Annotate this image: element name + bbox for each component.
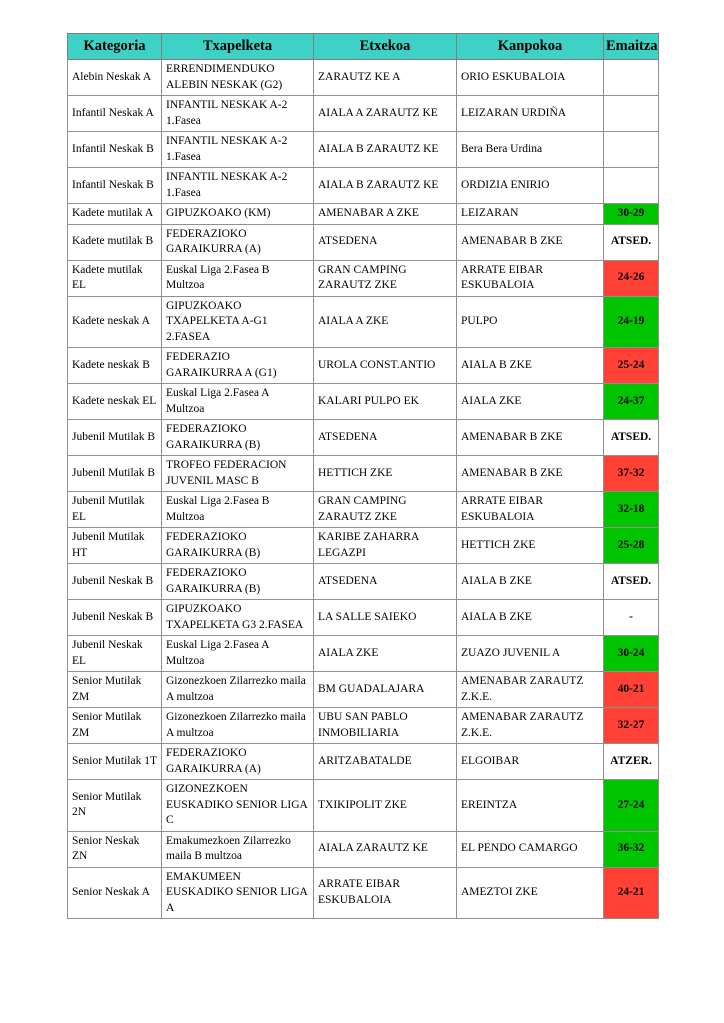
- table-row: [68, 296, 659, 348]
- table-row: [68, 224, 659, 260]
- kanpokoa-cell: EL PENDO CAMARGO: [457, 831, 604, 867]
- etxekoa-cell: ATSEDENA: [314, 224, 457, 260]
- etxekoa-cell: AIALA A ZKE: [314, 296, 457, 348]
- etxekoa-cell: UROLA CONST.ANTIO: [314, 348, 457, 384]
- emaitza-cell: [604, 96, 659, 132]
- kategoria-cell: Kadete neskak B: [68, 348, 162, 384]
- results-table-header: [68, 34, 659, 60]
- emaitza-cell: 40-21: [604, 672, 659, 708]
- column-header-kanpokoa: Kanpokoa: [457, 34, 604, 60]
- emaitza-cell: 32-18: [604, 492, 659, 528]
- emaitza-cell: 24-21: [604, 867, 659, 919]
- table-row: [68, 260, 659, 296]
- table-row: [68, 867, 659, 919]
- etxekoa-cell: AIALA B ZARAUTZ KE: [314, 168, 457, 204]
- etxekoa-cell: ARRATE EIBAR ESKUBALOIA: [314, 867, 457, 919]
- column-header-emaitza: Emaitza: [604, 34, 659, 60]
- table-row: [68, 564, 659, 600]
- txapelketa-cell: FEDERAZIOKO GARAIKURRA (B): [162, 420, 314, 456]
- kanpokoa-cell: AMENABAR B ZKE: [457, 420, 604, 456]
- emaitza-cell: [604, 132, 659, 168]
- kategoria-cell: Jubenil Mutilak B: [68, 420, 162, 456]
- etxekoa-cell: BM GUADALAJARA: [314, 672, 457, 708]
- txapelketa-cell: GIPUZKOAKO (KM): [162, 204, 314, 225]
- table-row: [68, 744, 659, 780]
- txapelketa-cell: EMAKUMEEN EUSKADIKO SENIOR LIGA A: [162, 867, 314, 919]
- txapelketa-cell: TROFEO FEDERACION JUVENIL MASC B: [162, 456, 314, 492]
- kanpokoa-cell: AIALA B ZKE: [457, 348, 604, 384]
- txapelketa-cell: FEDERAZIOKO GARAIKURRA (A): [162, 224, 314, 260]
- txapelketa-cell: FEDERAZIOKO GARAIKURRA (A): [162, 744, 314, 780]
- kategoria-cell: Senior Neskak ZN: [68, 831, 162, 867]
- table-row: [68, 492, 659, 528]
- txapelketa-cell: Euskal Liga 2.Fasea A Multzoa: [162, 636, 314, 672]
- kategoria-cell: Kadete mutilak B: [68, 224, 162, 260]
- kategoria-cell: Infantil Neskak A: [68, 96, 162, 132]
- table-row: [68, 132, 659, 168]
- table-row: [68, 384, 659, 420]
- header-row: [68, 34, 659, 60]
- kanpokoa-cell: ZUAZO JUVENIL A: [457, 636, 604, 672]
- kanpokoa-cell: AMEZTOI ZKE: [457, 867, 604, 919]
- kanpokoa-cell: EREINTZA: [457, 780, 604, 832]
- etxekoa-cell: AIALA ZKE: [314, 636, 457, 672]
- table-row: [68, 708, 659, 744]
- etxekoa-cell: AIALA A ZARAUTZ KE: [314, 96, 457, 132]
- kanpokoa-cell: HETTICH ZKE: [457, 528, 604, 564]
- kategoria-cell: Jubenil Neskak EL: [68, 636, 162, 672]
- etxekoa-cell: AIALA ZARAUTZ KE: [314, 831, 457, 867]
- table-row: [68, 456, 659, 492]
- kanpokoa-cell: ORDIZIA ENIRIO: [457, 168, 604, 204]
- txapelketa-cell: FEDERAZIOKO GARAIKURRA (B): [162, 564, 314, 600]
- kategoria-cell: Senior Mutilak ZM: [68, 708, 162, 744]
- txapelketa-cell: FEDERAZIOKO GARAIKURRA (B): [162, 528, 314, 564]
- txapelketa-cell: Euskal Liga 2.Fasea A Multzoa: [162, 384, 314, 420]
- emaitza-cell: 36-32: [604, 831, 659, 867]
- txapelketa-cell: GIPUZKOAKO TXAPELKETA G3 2.FASEA: [162, 600, 314, 636]
- table-row: [68, 831, 659, 867]
- kanpokoa-cell: AIALA B ZKE: [457, 600, 604, 636]
- etxekoa-cell: GRAN CAMPING ZARAUTZ ZKE: [314, 260, 457, 296]
- kategoria-cell: Kadete mutilak EL: [68, 260, 162, 296]
- txapelketa-cell: INFANTIL NESKAK A-2 1.Fasea: [162, 132, 314, 168]
- kanpokoa-cell: ELGOIBAR: [457, 744, 604, 780]
- etxekoa-cell: TXIKIPOLIT ZKE: [314, 780, 457, 832]
- kategoria-cell: Kadete mutilak A: [68, 204, 162, 225]
- kanpokoa-cell: ARRATE EIBAR ESKUBALOIA: [457, 260, 604, 296]
- etxekoa-cell: AIALA B ZARAUTZ KE: [314, 132, 457, 168]
- kategoria-cell: Senior Mutilak ZM: [68, 672, 162, 708]
- kategoria-cell: Alebin Neskak A: [68, 60, 162, 96]
- etxekoa-cell: ATSEDENA: [314, 564, 457, 600]
- emaitza-cell: 27-24: [604, 780, 659, 832]
- table-row: [68, 168, 659, 204]
- kategoria-cell: Jubenil Neskak B: [68, 564, 162, 600]
- emaitza-cell: -: [604, 600, 659, 636]
- kanpokoa-cell: AMENABAR B ZKE: [457, 224, 604, 260]
- table-row: [68, 636, 659, 672]
- emaitza-cell: 30-29: [604, 204, 659, 225]
- etxekoa-cell: AMENABAR A ZKE: [314, 204, 457, 225]
- etxekoa-cell: KALARI PULPO EK: [314, 384, 457, 420]
- table-row: [68, 420, 659, 456]
- table-row: [68, 204, 659, 225]
- kanpokoa-cell: AMENABAR B ZKE: [457, 456, 604, 492]
- txapelketa-cell: Emakumezkoen Zilarrezko maila B multzoa: [162, 831, 314, 867]
- column-header-kategoria: Kategoria: [68, 34, 162, 60]
- kanpokoa-cell: PULPO: [457, 296, 604, 348]
- column-header-txapelketa: Txapelketa: [162, 34, 314, 60]
- kanpokoa-cell: Bera Bera Urdina: [457, 132, 604, 168]
- table-row: [68, 600, 659, 636]
- kanpokoa-cell: LEIZARAN: [457, 204, 604, 225]
- emaitza-cell: [604, 60, 659, 96]
- kategoria-cell: Jubenil Neskak B: [68, 600, 162, 636]
- emaitza-cell: ATSED.: [604, 420, 659, 456]
- txapelketa-cell: INFANTIL NESKAK A-2 1.Fasea: [162, 168, 314, 204]
- kategoria-cell: Jubenil Mutilak HT: [68, 528, 162, 564]
- kanpokoa-cell: AMENABAR ZARAUTZ Z.K.E.: [457, 672, 604, 708]
- kategoria-cell: Kadete neskak EL: [68, 384, 162, 420]
- txapelketa-cell: ERRENDIMENDUKO ALEBIN NESKAK (G2): [162, 60, 314, 96]
- emaitza-cell: 25-24: [604, 348, 659, 384]
- txapelketa-cell: Gizonezkoen Zilarrezko maila A multzoa: [162, 672, 314, 708]
- txapelketa-cell: GIPUZKOAKO TXAPELKETA A-G1 2.FASEA: [162, 296, 314, 348]
- results-table: [67, 33, 659, 919]
- kanpokoa-cell: ORIO ESKUBALOIA: [457, 60, 604, 96]
- kanpokoa-cell: AMENABAR ZARAUTZ Z.K.E.: [457, 708, 604, 744]
- kanpokoa-cell: AIALA ZKE: [457, 384, 604, 420]
- table-row: [68, 60, 659, 96]
- kanpokoa-cell: ARRATE EIBAR ESKUBALOIA: [457, 492, 604, 528]
- kategoria-cell: Senior Neskak A: [68, 867, 162, 919]
- table-row: [68, 780, 659, 832]
- etxekoa-cell: HETTICH ZKE: [314, 456, 457, 492]
- emaitza-cell: 24-37: [604, 384, 659, 420]
- etxekoa-cell: ATSEDENA: [314, 420, 457, 456]
- results-table-body: [68, 60, 659, 919]
- txapelketa-cell: GIZONEZKOEN EUSKADIKO SENIOR LIGA C: [162, 780, 314, 832]
- etxekoa-cell: ZARAUTZ KE A: [314, 60, 457, 96]
- table-row: [68, 528, 659, 564]
- column-header-etxekoa: Etxekoa: [314, 34, 457, 60]
- kanpokoa-cell: AIALA B ZKE: [457, 564, 604, 600]
- kategoria-cell: Kadete neskak A: [68, 296, 162, 348]
- kategoria-cell: Infantil Neskak B: [68, 132, 162, 168]
- etxekoa-cell: ARITZABATALDE: [314, 744, 457, 780]
- etxekoa-cell: LA SALLE SAIEKO: [314, 600, 457, 636]
- emaitza-cell: 24-26: [604, 260, 659, 296]
- kategoria-cell: Jubenil Mutilak EL: [68, 492, 162, 528]
- emaitza-cell: 25-28: [604, 528, 659, 564]
- txapelketa-cell: FEDERAZIO GARAIKURRA A (G1): [162, 348, 314, 384]
- emaitza-cell: 32-27: [604, 708, 659, 744]
- table-row: [68, 96, 659, 132]
- txapelketa-cell: Gizonezkoen Zilarrezko maila A multzoa: [162, 708, 314, 744]
- kanpokoa-cell: LEIZARAN URDIÑA: [457, 96, 604, 132]
- kategoria-cell: Senior Mutilak 1T: [68, 744, 162, 780]
- etxekoa-cell: UBU SAN PABLO INMOBILIARIA: [314, 708, 457, 744]
- txapelketa-cell: Euskal Liga 2.Fasea B Multzoa: [162, 260, 314, 296]
- etxekoa-cell: KARIBE ZAHARRA LEGAZPI: [314, 528, 457, 564]
- kategoria-cell: Senior Mutilak 2N: [68, 780, 162, 832]
- emaitza-cell: ATSED.: [604, 224, 659, 260]
- emaitza-cell: 30-24: [604, 636, 659, 672]
- emaitza-cell: [604, 168, 659, 204]
- table-row: [68, 348, 659, 384]
- txapelketa-cell: Euskal Liga 2.Fasea B Multzoa: [162, 492, 314, 528]
- etxekoa-cell: GRAN CAMPING ZARAUTZ ZKE: [314, 492, 457, 528]
- emaitza-cell: 37-32: [604, 456, 659, 492]
- txapelketa-cell: INFANTIL NESKAK A-2 1.Fasea: [162, 96, 314, 132]
- table-row: [68, 672, 659, 708]
- kategoria-cell: Infantil Neskak B: [68, 168, 162, 204]
- emaitza-cell: ATSED.: [604, 564, 659, 600]
- emaitza-cell: 24-19: [604, 296, 659, 348]
- kategoria-cell: Jubenil Mutilak B: [68, 456, 162, 492]
- emaitza-cell: ATZER.: [604, 744, 659, 780]
